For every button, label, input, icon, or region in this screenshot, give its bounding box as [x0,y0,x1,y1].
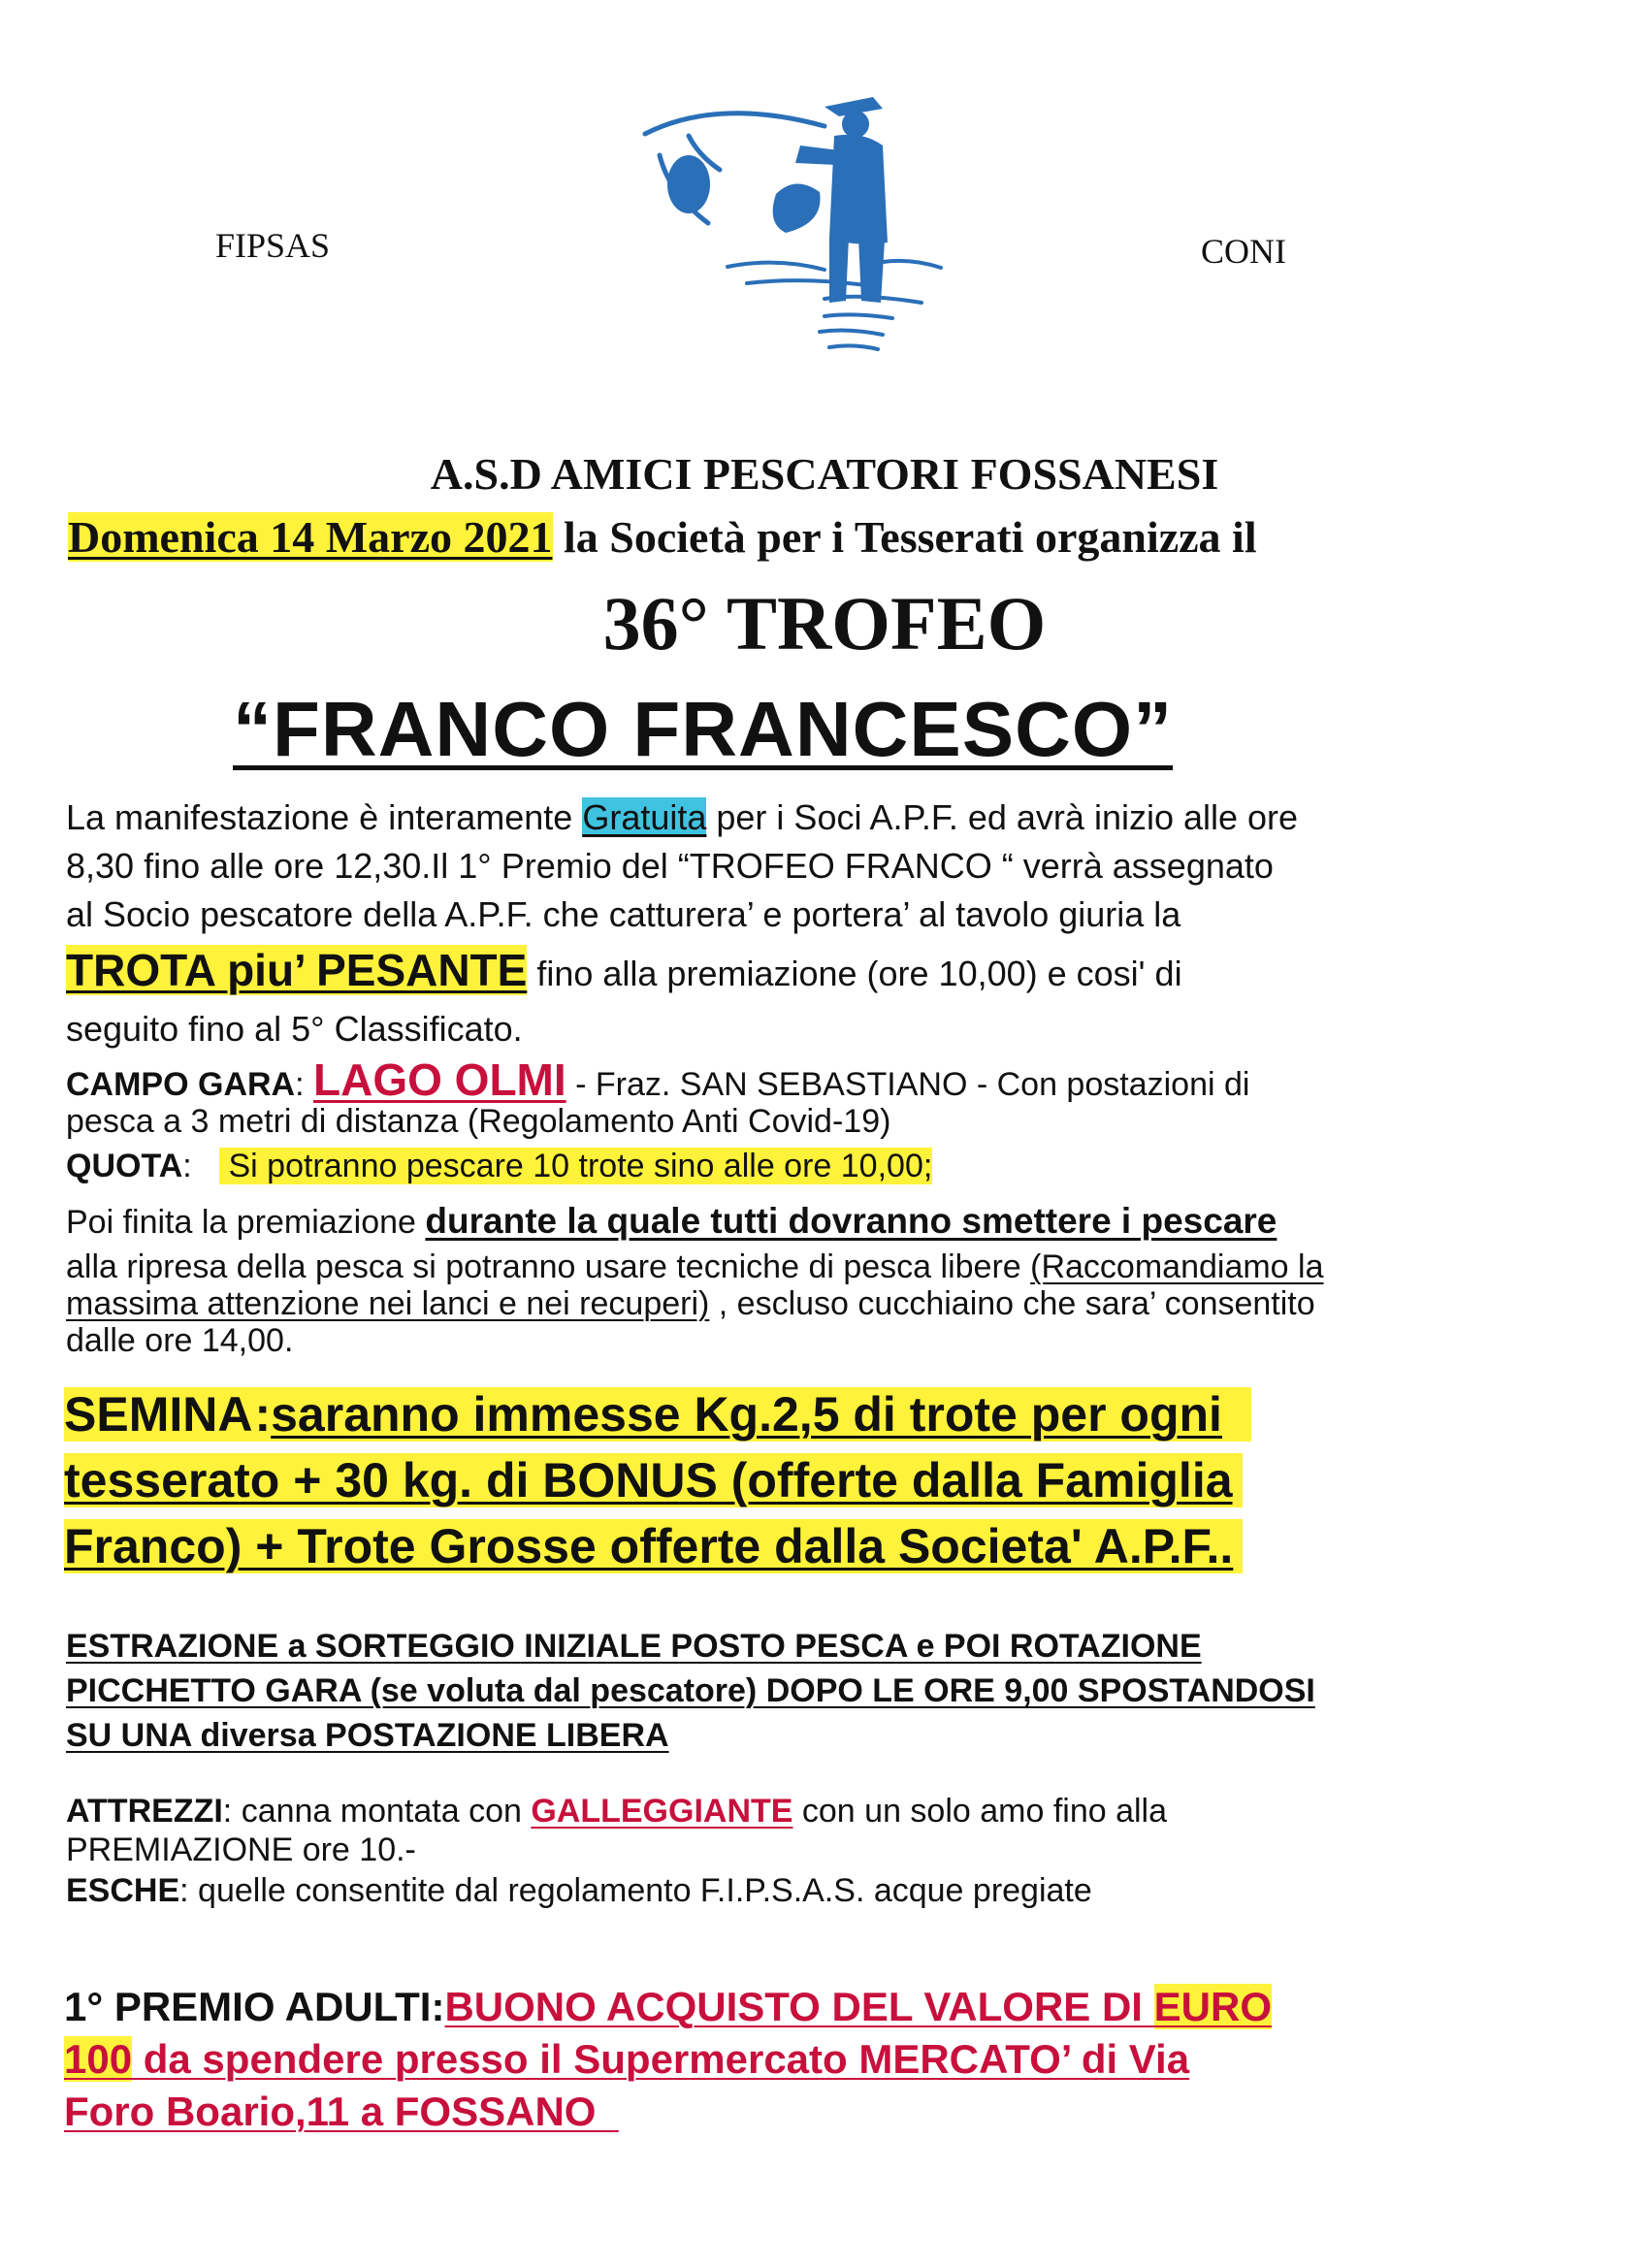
intro-text: fino alla premiazione (ore 10,00) e cosi' di [527,954,1182,993]
fish-shape [667,155,710,213]
semina-line: tesserato + 30 kg. di BONUS (offerte dalla Famiglia [64,1453,1243,1507]
extraction-line: SU UNA diversa POSTAZIONE LIBERA [66,1717,669,1754]
prize-amount: 100 [64,2036,133,2082]
semina-label: SEMINA [64,1387,253,1442]
prize-text: BUONO ACQUISTO DEL VALORE DI [444,1984,1154,2029]
intro-line: 8,30 fino alle ore 12,30.Il 1° Premio del “TROFEO FRANCO “ verrà assegnato [66,846,1274,886]
event-date: Domenica 14 Marzo 2021 [68,512,553,562]
attrezzi-line2: PREMIAZIONE ore 10.- [66,1831,416,1868]
extraction-line: ESTRAZIONE a SORTEGGIO INIZIALE POSTO PESCA e POI ROTAZIONE [66,1628,1202,1665]
esche-text: : quelle consentite dal regolamento F.I.P.S.A.S. acque pregiate [179,1872,1092,1909]
attrezzi-text: : canna montata con [222,1793,532,1830]
intro-text: La manifestazione è interamente [66,797,583,837]
association-name: A.S.D AMICI PESCATORI FOSSANESI [430,449,1219,499]
intro-line: seguito fino al 5° Classificato. [66,1009,523,1049]
coni-label: CONI [1201,232,1286,271]
after-text: alla ripresa della pesca si potranno usare tecniche di pesca libere [66,1248,1031,1285]
prize-label: 1° PREMIO ADULTI: [64,1984,445,2029]
organizes-text: la Società per i Tesserati organizza il [564,512,1257,562]
quota-colon: : [182,1148,220,1184]
prize-section [64,1981,1272,2138]
fisherman-logo [630,78,960,369]
float-label: GALLEGGIANTE [531,1793,793,1830]
recommend-text: (Raccomandiamo la [1030,1248,1324,1285]
semina-line: saranno immesse Kg.2,5 di trote per ogni [271,1387,1251,1442]
lake-name: LAGO OLMI [313,1054,566,1105]
semina-line: Franco) + Trote Grosse offerte dalla Societa' A.P.F.. [64,1519,1243,1573]
prize-text: da spendere presso il Supermercato MERCATO’ di Via [132,2036,1190,2082]
semina-section [64,1381,1251,1579]
campo-rest: - Fraz. SAN SEBASTIANO - Con postazioni di [566,1066,1250,1103]
equipment-section [66,1789,1167,1913]
intro-text: per i Soci A.P.F. ed avrà inizio alle ore [706,797,1299,837]
campo-gara-section [66,1054,1250,1188]
trophy-number: 36° TROFEO [602,581,1047,665]
extraction-line: PICCHETTO GARA (se voluta dal pescatore) DOPO LE ORE 9,00 SPOSTANDOSI [66,1672,1315,1709]
quota-text: Si potranno pescare 10 trote sino alle ore 10,00; [219,1148,933,1184]
recommend-text-cont: massima attenzione nei lanci e nei recuperi) [66,1285,710,1322]
trophy-name: “FRANCO FRANCESCO” [233,686,1174,772]
semina-colon: : [254,1387,272,1442]
fipsas-label: FIPSAS [215,226,331,265]
quota-label: QUOTA [66,1148,183,1184]
free-badge: Gratuita [582,797,707,837]
attrezzi-text: con un solo amo fino alla [792,1793,1168,1830]
campo-colon: : [295,1066,314,1103]
intro-line: al Socio pescatore della A.P.F. che catturera’ e portera’ al tavolo giuria la [66,894,1181,934]
intro-paragraph [66,794,1298,1053]
heaviest-trout: TROTA piu’ PESANTE [66,945,528,995]
stop-fishing-notice: durante la quale tutti dovranno smettere i pescare [425,1201,1277,1241]
extraction-section [66,1624,1315,1758]
after-text: , escluso cucchiaino che sara’ consentito [709,1285,1315,1322]
campo-line2: pesca a 3 metri di distanza (Regolamento Anti Covid-19) [66,1103,891,1140]
prize-address: Foro Boario,11 a FOSSANO [64,2089,619,2134]
campo-gara-label: CAMPO GARA [66,1066,296,1103]
after-text: Poi finita la premiazione [66,1204,426,1241]
esche-label: ESCHE [66,1872,180,1909]
prize-euro: EURO [1153,1984,1272,2029]
after-section [66,1199,1324,1363]
after-line4: dalle ore 14,00. [66,1322,294,1359]
attrezzi-label: ATTREZZI [66,1793,223,1830]
event-date-line [68,511,1257,563]
